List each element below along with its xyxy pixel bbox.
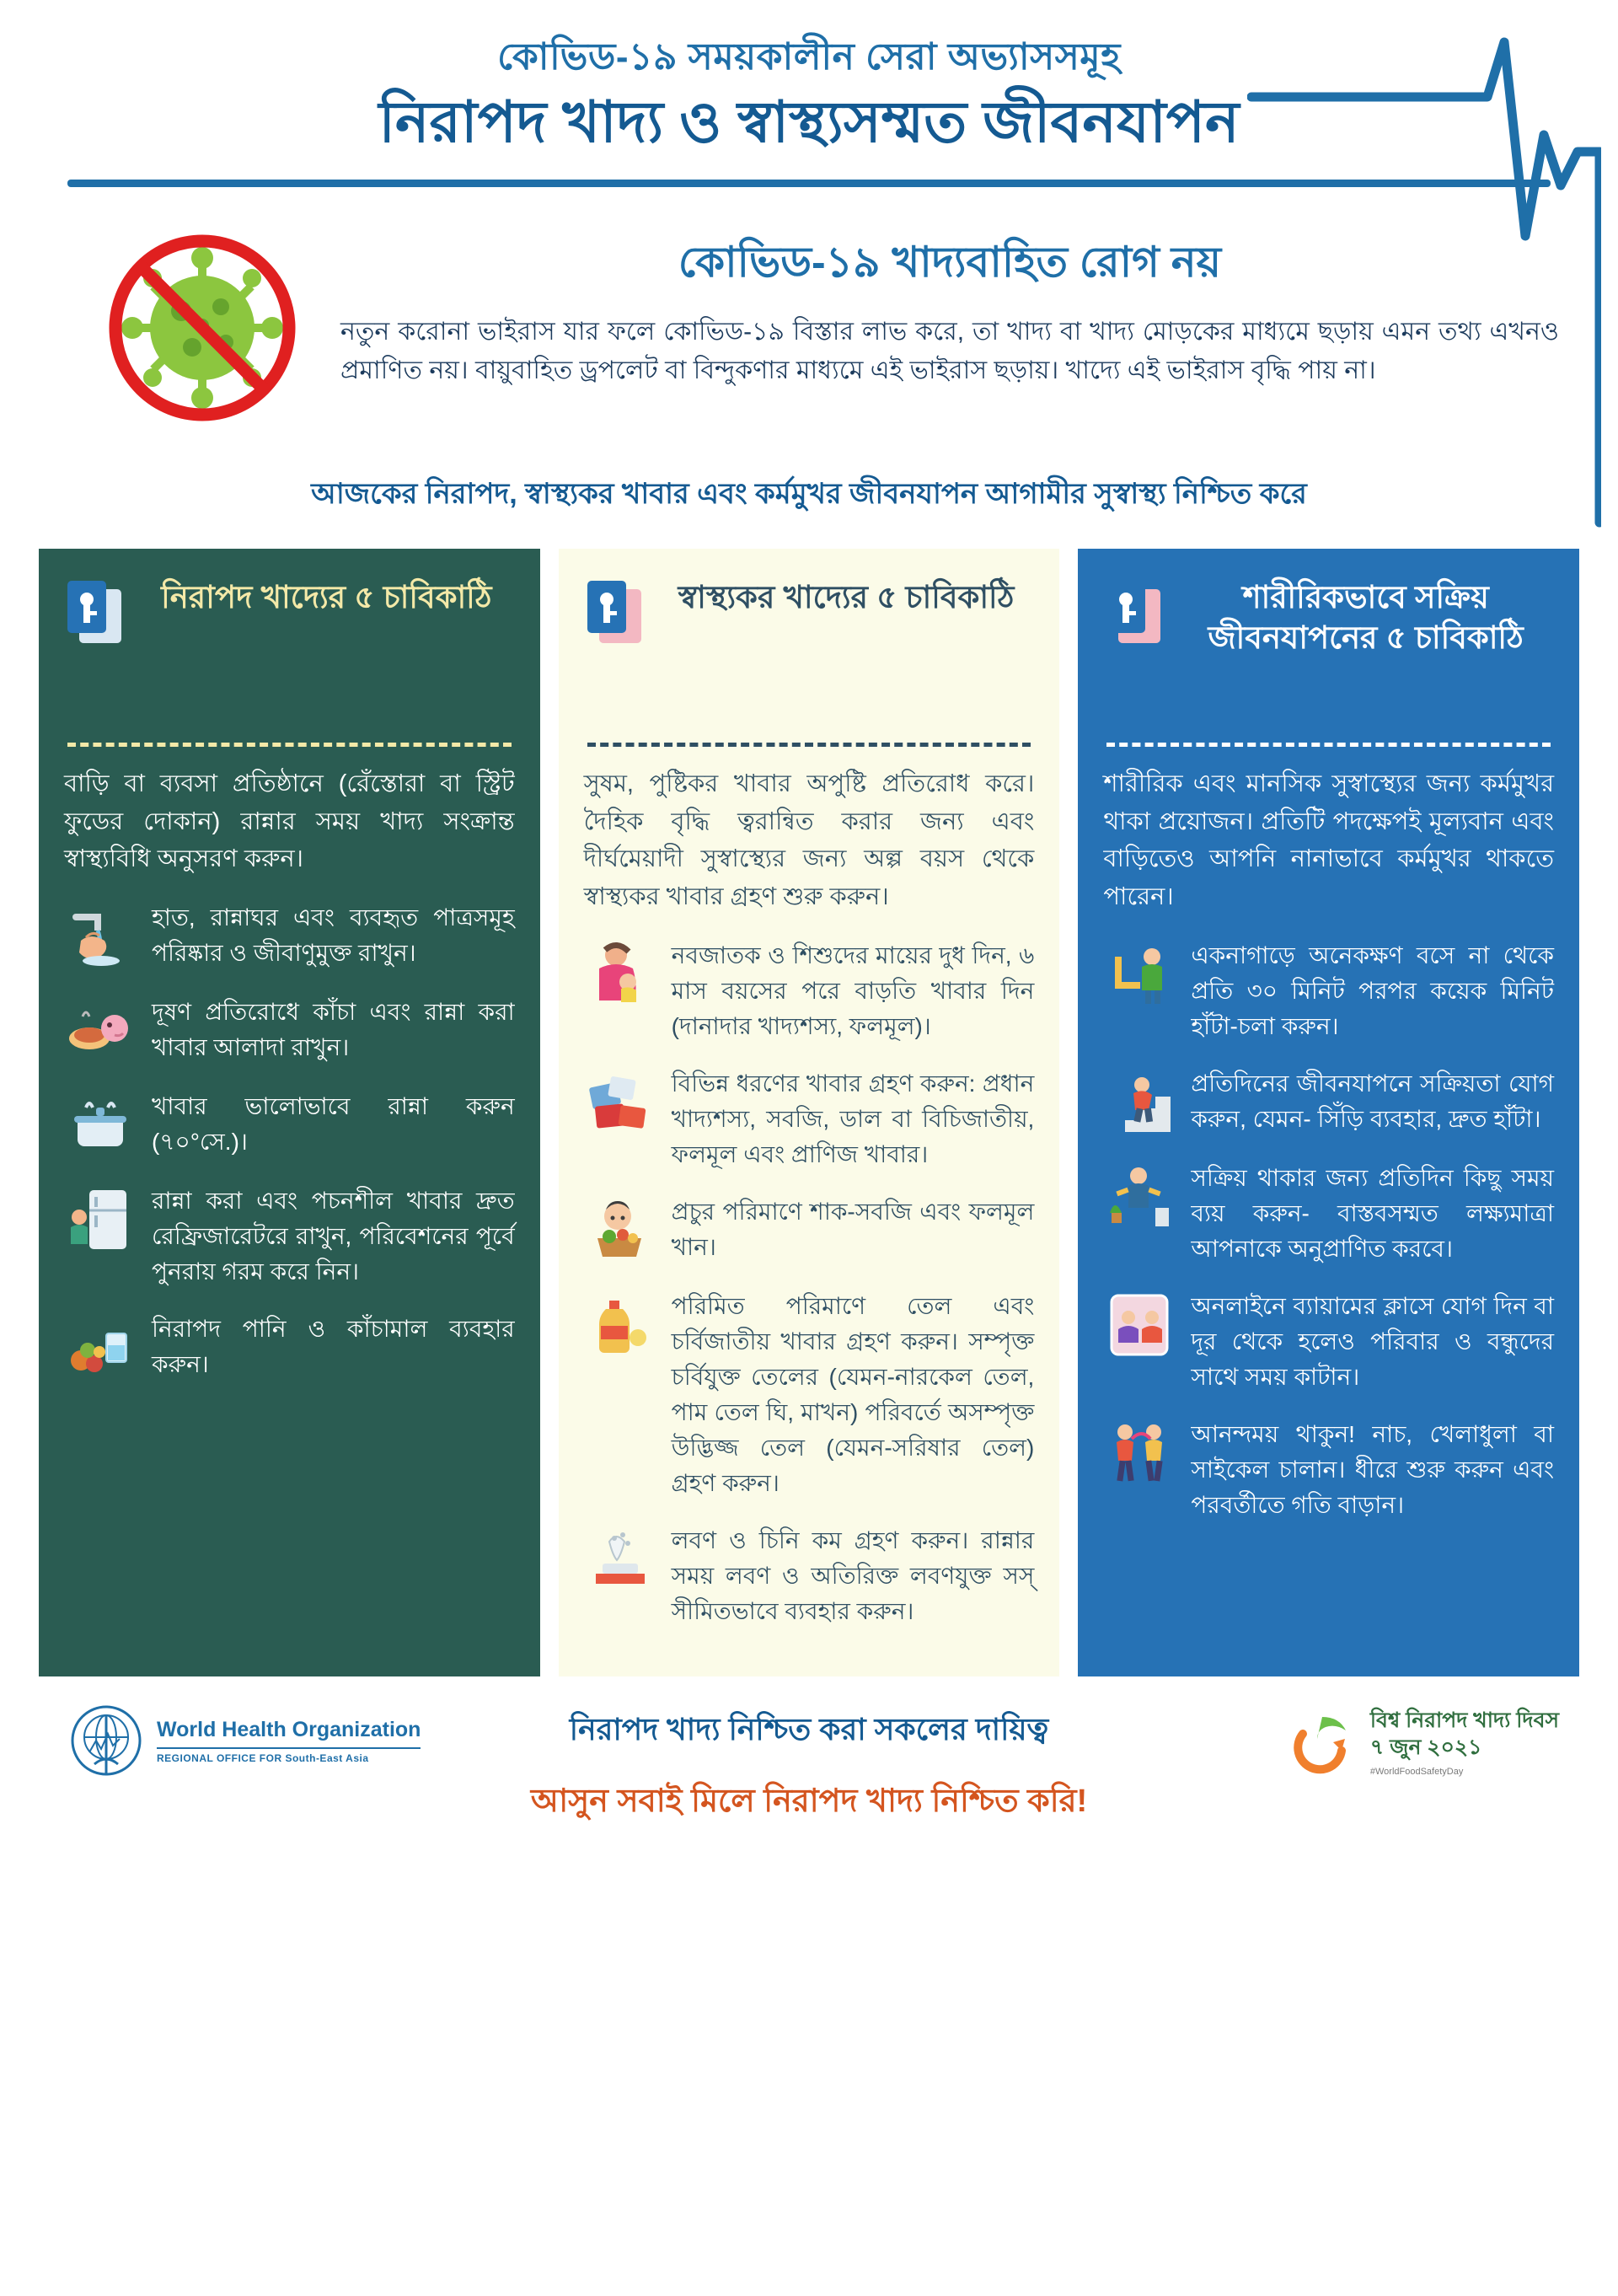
list-item [584,1066,1035,1172]
wfsd-title: বিশ্ব নিরাপদ খাদ্য দিবস [1369,1708,1559,1732]
footer-message-primary: নিরাপদ খাদ্য নিশ্চিত করা সকলের দায়িত্ব [569,1712,1049,1747]
stairs-icon [1103,1066,1176,1139]
who-name: World Health Organization [157,1717,421,1741]
column-intro: শারীরিক এবং মানসিক সুস্বাস্থ্যের জন্য কর্মমুখর থাকা প্রয়োজন। প্রতিটি পদক্ষেপই মূল্যবান এবং বাড়িতেও আপনি নানাভাবে কর্মমুখর থাকতে পারেন। [1103,770,1555,911]
column-intro: বাড়ি বা ব্যবসা প্রতিষ্ঠানে (রেঁস্তোরা বা স্ট্রিট ফুডের দোকান) রান্নার সময় খাদ্য সংক্রান্ত স্বাস্থ্যবিধি অনুসরণ করুন। [64,770,515,873]
list-item-text: লবণ ও চিনি কম গ্রহণ করুন। রান্নার সময় লবণ ও অতিরিক্ত লবণযুক্ত সস্ সীমিতভাবে ব্যবহার করুন। [671,1527,1035,1625]
wfsd-emblem-icon [1286,1705,1358,1778]
key-card-icon [584,577,645,648]
key-card-icon [1103,577,1164,648]
list-item-text: নিরাপদ পানি ও কাঁচামাল ব্যবহার করুন। [152,1316,515,1378]
key-columns [0,520,1618,1677]
no-virus-icon [93,223,312,433]
list-item [1103,1417,1554,1523]
header-kicker: কোভিড-১৯ সময়কালীন সেরা অভ্যাসসমূহ [497,36,1121,78]
list-item-text: পরিমিত পরিমাণে তেল এবং চর্বিজাতীয় খাবার গ্রহণ করুন। সম্পৃক্ত চর্বিযুক্ত তেলের (যেমন-নারকেল তেল, পাম তেল ঘি, মাখন) পরিবর্তে অসম্পৃক্ত উদ্ভিজ্জ তেল (যেমন-সরিষার তেল) গ্রহণ করুন। [671,1293,1035,1497]
column-divider [1106,743,1551,747]
online-class-icon [1103,1289,1176,1361]
list-item-text: আনন্দময় থাকুন! নাচ, খেলাধুলা বা সাইকেল চালান। ধীরে শুরু করুন এবং পরবর্তীতে গতি বাড়ান। [1191,1421,1555,1519]
safe-water-produce-icon [64,1312,137,1384]
header [0,0,1618,187]
list-item-text: রান্না করা এবং পচনশীল খাবার দ্রুত রেফ্রিজারেটরে রাখুন, পরিবেশনের পূর্বে পুনরায় গরম করে নিন। [152,1188,515,1285]
who-emblem-icon [67,1702,145,1779]
list-item-text: প্রচুর পরিমাণে শাক-সবজি এবং ফলমূল খান। [671,1199,1035,1261]
cooking-pot-icon [64,1089,137,1161]
list-item-text: দূষণ প্রতিরোধে কাঁচা এবং রান্না করা খাবার আলাদা রাখুন। [152,999,515,1061]
list-item [584,938,1035,1044]
list-item [1103,1066,1554,1139]
column-divider [587,743,1031,747]
wfsd-hashtag: #WorldFoodSafetyDay [1369,1766,1464,1777]
column-title: নিরাপদ খাদ্যের ৫ চাবিকাঠি [161,579,492,614]
list-item-text: বিভিন্ন ধরণের খাবার গ্রহণ করুন: প্রধান খাদ্যশস্য, সবজি, ডাল বা বিচিজাতীয়, ফলমূল এবং প্রাণিজ খাবার। [671,1070,1035,1168]
list-item-text: নবজাতক ও শিশুদের মায়ের দুধ দিন, ৬ মাস বয়সের পরে বাড়তি খাবার দিন (দানাদার খাদ্যশস্য, ফলমূল)। [671,942,1035,1040]
list-item [1103,1289,1554,1395]
list-item-text: সক্রিয় থাকার জন্য প্রতিদিন কিছু সময় ব্যয় করুন- বাস্তবসম্মত লক্ষ্যমাত্রা আপনাকে অনুপ্রাণিত করবে। [1191,1165,1555,1263]
list-item-text: হাত, রান্নাঘর এবং ব্যবহৃত পাত্রসমূহ পরিষ্কার ও জীবাণুমুক্ত রাখুন। [152,904,515,967]
footer-message-secondary: আসুন সবাই মিলে নিরাপদ খাদ্য নিশ্চিত করি! [530,1784,1088,1820]
list-item [1103,1161,1554,1267]
list-item [64,1089,515,1161]
column-safe-food [39,549,540,1677]
cooking-oil-icon [584,1289,656,1361]
list-item [584,1523,1035,1629]
column-divider [67,743,512,747]
vegetable-basket-icon [584,1194,656,1267]
list-item [64,1183,515,1290]
list-item [584,1289,1035,1501]
list-item [64,900,515,973]
list-item [1103,938,1554,1044]
footer [0,1676,1618,1887]
column-title: শারীরিকভাবে সক্রিয় জীবনযাপনের ৫ চাবিকাঠি [1208,579,1524,655]
column-active-living [1078,549,1579,1677]
stand-up-break-icon [1103,938,1176,1011]
list-item-text: একনাগাড়ে অনেকক্ষণ বসে না থেকে প্রতি ৩০ মিনিট পরপর কয়েক মিনিট হাঁটা-চলা করুন। [1191,942,1555,1040]
dance-icon [1103,1417,1176,1489]
list-item [64,995,515,1067]
list-item-text: প্রতিদিনের জীবনযাপনে সক্রিয়তা যোগ করুন, যেমন- সিঁড়ি ব্যবহার, দ্রুত হাঁটা। [1191,1070,1555,1133]
covid-not-foodborne-notice [0,187,1618,433]
who-logo [67,1702,421,1779]
breastfeeding-icon [584,938,656,1011]
list-item [584,1194,1035,1267]
salt-sugar-scale-icon [584,1523,656,1596]
list-item [64,1312,515,1384]
raw-cooked-separate-icon [64,995,137,1067]
notice-body: নতুন করোনা ভাইরাস যার ফলে কোভিড-১৯ বিস্তার লাভ করে, তা খাদ্য বা খাদ্য মোড়কের মাধ্যমে ছড়ায় এমন তথ্য এখনও প্রমাণিত নয়। বায়ুবাহিত ড্রপলেট বা বিন্দুকণার মাধ্যমে এই ভাইরাস ছড়ায়। খাদ্যে এই ভাইরাস বৃদ্ধি পায় না। [340,317,1559,385]
notice-title: কোভিড-১৯ খাদ্যবাহিত রোগ নয় [678,238,1222,286]
home-activity-icon [1103,1161,1176,1233]
wfsd-date: ৭ জুন ২০২১ [1369,1735,1482,1760]
page-title: নিরাপদ খাদ্য ও স্বাস্থ্যসম্মত জীবনযাপন [378,90,1240,154]
header-divider [67,180,1551,187]
column-title: স্বাস্থ্যকর খাদ্যের ৫ চাবিকাঠি [678,579,1015,614]
handwash-icon [64,900,137,973]
variety-food-icon [584,1066,656,1139]
key-card-icon [64,577,125,648]
world-food-safety-day-logo [1286,1705,1559,1778]
list-item-text: অনলাইনে ব্যায়ামের ক্লাসে যোগ দিন বা দূর থেকে হলেও পরিবার ও বন্ধুদের সাথে সময় কাটান। [1191,1293,1555,1391]
refrigerator-icon [64,1183,137,1256]
who-region: REGIONAL OFFICE FOR South-East Asia [157,1747,421,1764]
tagline: আজকের নিরাপদ, স্বাস্থ্যকর খাবার এবং কর্মমুখর জীবনযাপন আগামীর সুস্বাস্থ্য নিশ্চিত করে [311,477,1307,510]
column-healthy-diet [559,549,1060,1677]
column-intro: সুষম, পুষ্টিকর খাবার অপুষ্টি প্রতিরোধ করে। দৈহিক বৃদ্ধি ত্বরান্বিত করার জন্য এবং দীর্ঘমেয়াদী সুস্বাস্থ্যের জন্য অল্প বয়স থেকে স্বাস্থ্যকর খাবার গ্রহণ শুরু করুন। [583,770,1035,911]
list-item-text: খাবার ভালোভাবে রান্না করুন (৭০°সে.)। [152,1093,515,1156]
